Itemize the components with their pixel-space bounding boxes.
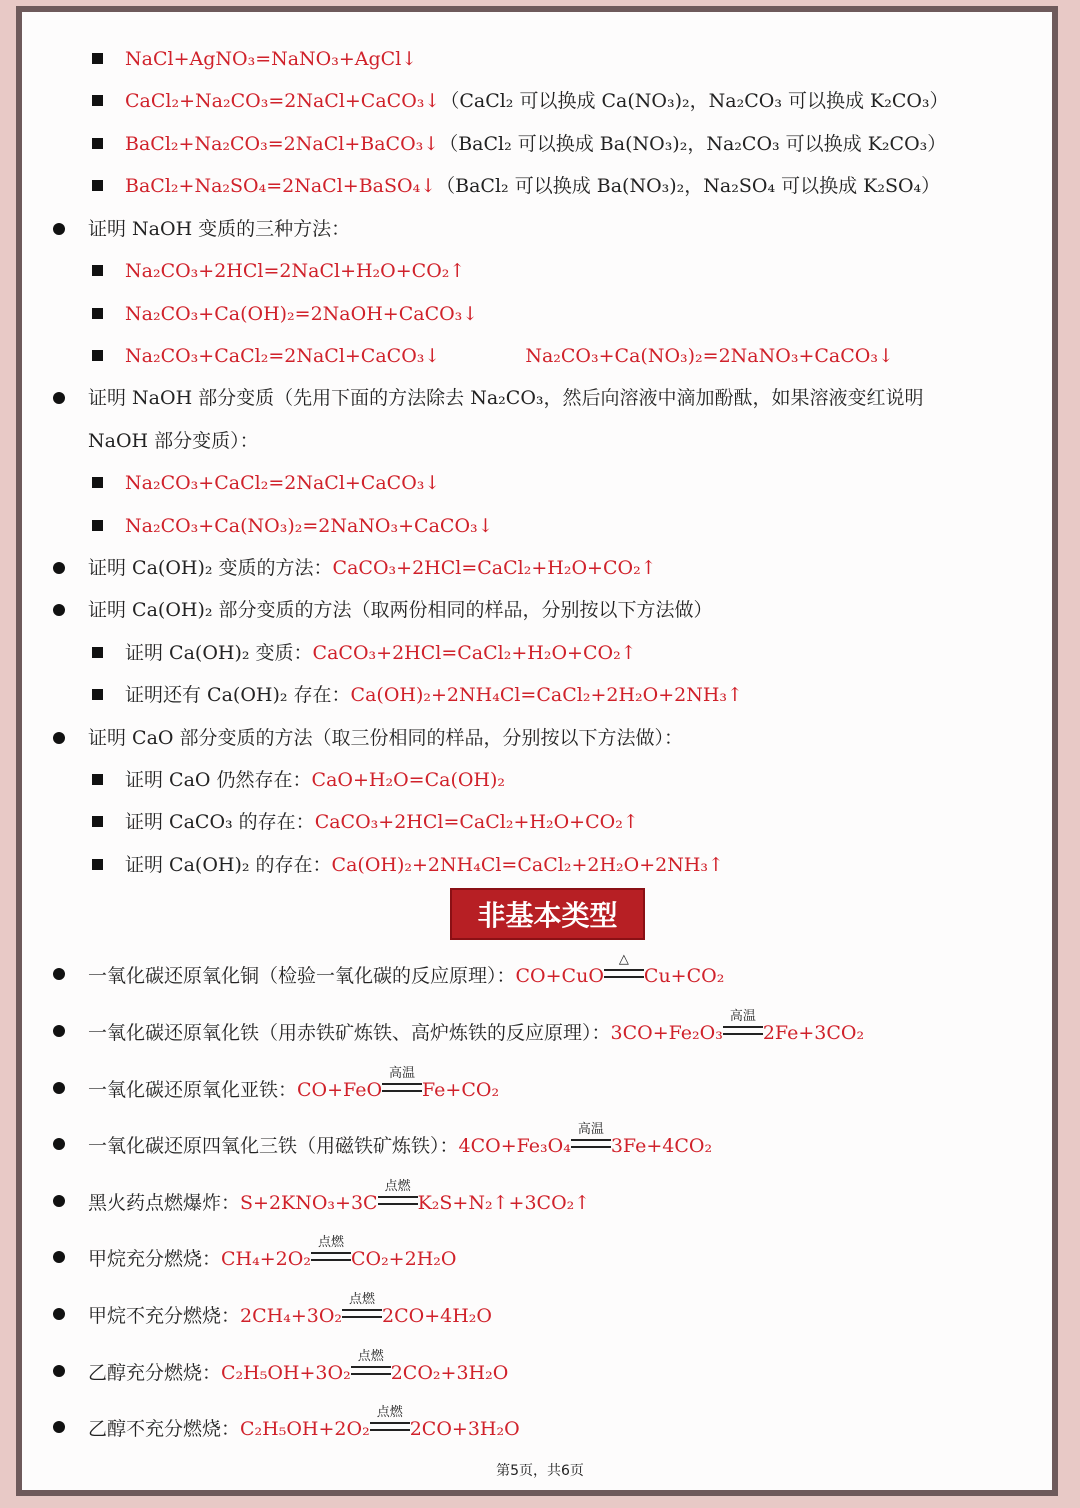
- equals-sign-icon: [351, 1366, 391, 1375]
- text-line: [125, 132, 946, 156]
- text-line: [88, 429, 259, 453]
- square-bullet-icon: [92, 647, 103, 658]
- equals-sign-icon: [370, 1422, 410, 1431]
- condition-text: △: [618, 952, 629, 967]
- equation-text: Na₂CO₃+Ca(NO₃)₂=2NaNO₃+CaCO₃↓: [125, 515, 494, 537]
- equation-text: Na₂CO₃+CaCl₂=2NaCl+CaCO₃↓: [125, 345, 441, 367]
- reaction-condition: [370, 1405, 410, 1435]
- round-bullet-icon: [53, 1025, 65, 1037]
- equation-text: CaCO₃+2HCl=CaCl₂+H₂O+CO₂↑: [312, 642, 637, 664]
- text-line: [88, 726, 683, 750]
- square-bullet-icon: [92, 308, 103, 319]
- round-bullet-icon: [53, 1138, 65, 1150]
- reaction-condition: [571, 1122, 611, 1152]
- round-bullet-icon: [53, 1421, 65, 1433]
- condition-text: 点燃: [357, 1349, 384, 1364]
- note-text: NaOH 部分变质）：: [88, 430, 259, 452]
- reaction-condition: [342, 1292, 382, 1322]
- text-line: [125, 344, 894, 368]
- reaction-line: [88, 1122, 713, 1158]
- round-bullet-icon: [53, 562, 65, 574]
- reactants-text: CO+CuO: [515, 965, 604, 987]
- equation-text: CaO+H₂O=Ca(OH)₂: [311, 769, 506, 791]
- reaction-condition: [351, 1349, 391, 1379]
- reactants-text: C₂H₅OH+3O₂: [221, 1362, 351, 1384]
- products-text: Cu+CO₂: [643, 965, 725, 987]
- reactants-text: 4CO+Fe₃O₄: [458, 1135, 571, 1157]
- note-text: （CaCl₂ 可以换成 Ca(NO₃)₂，Na₂CO₃ 可以换成 K₂CO₃）: [440, 90, 949, 112]
- products-text: 2Fe+3CO₂: [762, 1022, 865, 1044]
- equation-text: Na₂CO₃+2HCl=2NaCl+H₂O+CO₂↑: [125, 260, 466, 282]
- round-bullet-icon: [53, 1251, 65, 1263]
- reactants-text: CO+FeO: [297, 1079, 383, 1101]
- reaction-line: [88, 1349, 509, 1385]
- equation-text: Na₂CO₃+CaCl₂=2NaCl+CaCO₃↓: [125, 472, 441, 494]
- condition-text: 点燃: [384, 1179, 411, 1194]
- square-bullet-icon: [92, 53, 103, 64]
- equation-text: Na₂CO₃+Ca(OH)₂=2NaOH+CaCO₃↓: [125, 303, 479, 325]
- reaction-condition: [604, 952, 644, 982]
- page-footer: 第5页，共6页: [496, 1463, 584, 1479]
- note-text: 证明 Ca(OH)₂ 变质：: [125, 642, 313, 664]
- reaction-line: [88, 1405, 520, 1441]
- note-text: 证明 Ca(OH)₂ 变质的方法：: [88, 557, 333, 579]
- condition-text: 高温: [729, 1009, 756, 1024]
- text-line: [125, 174, 940, 198]
- products-text: 2CO+4H₂O: [382, 1305, 493, 1327]
- text-line: [88, 217, 350, 241]
- reactants-text: S+2KNO₃+3C: [240, 1192, 378, 1214]
- text-line: [125, 810, 639, 834]
- text-line: [125, 514, 494, 538]
- text-line: [125, 89, 949, 113]
- equation-text: NaCl+AgNO₃=NaNO₃+AgCl↓: [125, 48, 418, 70]
- reaction-label: 一氧化碳还原氧化亚铁：: [88, 1079, 298, 1101]
- round-bullet-icon: [53, 732, 65, 744]
- reaction-line: [88, 1009, 865, 1045]
- equation-text: BaCl₂+Na₂SO₄=2NaCl+BaSO₄↓: [125, 175, 437, 197]
- equals-sign-icon: [378, 1196, 418, 1205]
- condition-text: 点燃: [376, 1405, 403, 1420]
- equals-sign-icon: [382, 1083, 422, 1092]
- equals-sign-icon: [723, 1026, 763, 1035]
- square-bullet-icon: [92, 350, 103, 361]
- reaction-label: 黑火药点燃爆炸：: [88, 1192, 241, 1214]
- equation-text: Ca(OH)₂+2NH₄Cl=CaCl₂+2H₂O+2NH₃↑: [331, 854, 724, 876]
- reaction-label: 一氧化碳还原四氧化三铁（用磁铁矿炼铁）：: [88, 1135, 459, 1157]
- reaction-condition: [382, 1066, 422, 1096]
- equals-sign-icon: [311, 1252, 351, 1261]
- text-line: [125, 302, 478, 326]
- reaction-label: 一氧化碳还原氧化铜（检验一氧化碳的反应原理）：: [88, 965, 516, 987]
- equation-text: Ca(OH)₂+2NH₄Cl=CaCl₂+2H₂O+2NH₃↑: [350, 684, 743, 706]
- products-text: 3Fe+4CO₂: [610, 1135, 713, 1157]
- text-line: [125, 259, 465, 283]
- reaction-condition: [311, 1235, 351, 1265]
- reactants-text: 3CO+Fe₂O₃: [610, 1022, 723, 1044]
- note-text: 证明 NaOH 部分变质（先用下面的方法除去 Na₂CO₃，然后向溶液中滴加酚酞，如果溶液变红说明: [88, 387, 924, 409]
- reaction-line: [88, 1179, 591, 1215]
- note-text: 证明还有 Ca(OH)₂ 存在：: [125, 684, 351, 706]
- round-bullet-icon: [53, 968, 65, 980]
- text-line: [125, 47, 417, 71]
- square-bullet-icon: [92, 138, 103, 149]
- square-bullet-icon: [92, 689, 103, 700]
- condition-text: 高温: [577, 1122, 604, 1137]
- reactants-text: 2CH₄+3O₂: [240, 1305, 343, 1327]
- round-bullet-icon: [53, 1308, 65, 1320]
- text-line: [88, 556, 657, 580]
- section-banner: 非基本类型: [450, 888, 645, 940]
- round-bullet-icon: [53, 1195, 65, 1207]
- equals-sign-icon: [342, 1309, 382, 1318]
- reaction-condition: [378, 1179, 418, 1209]
- products-text: K₂S+N₂↑+3CO₂↑: [417, 1192, 591, 1214]
- equals-sign-icon: [571, 1139, 611, 1148]
- products-text: 2CO₂+3H₂O: [390, 1362, 509, 1384]
- round-bullet-icon: [53, 392, 65, 404]
- equals-sign-icon: [604, 969, 644, 978]
- round-bullet-icon: [53, 1365, 65, 1377]
- reaction-condition: [723, 1009, 763, 1039]
- text-line: [88, 598, 713, 622]
- text-line: [125, 641, 637, 665]
- note-text: （BaCl₂ 可以换成 Ba(NO₃)₂，Na₂CO₃ 可以换成 K₂CO₃）: [439, 133, 947, 155]
- reaction-label: 甲烷不充分燃烧：: [88, 1305, 241, 1327]
- condition-text: 点燃: [317, 1235, 344, 1250]
- reactants-text: C₂H₅OH+2O₂: [240, 1418, 370, 1440]
- round-bullet-icon: [53, 604, 65, 616]
- note-text: 证明 Ca(OH)₂ 部分变质的方法（取两份相同的样品，分别按以下方法做）: [88, 599, 713, 621]
- text-line: [125, 768, 505, 792]
- square-bullet-icon: [92, 774, 103, 785]
- text-line: [125, 853, 724, 877]
- note-text: 证明 CaCO₃ 的存在：: [125, 811, 315, 833]
- equation-text: CaCl₂+Na₂CO₃=2NaCl+CaCO₃↓: [125, 90, 441, 112]
- square-bullet-icon: [92, 265, 103, 276]
- round-bullet-icon: [53, 1082, 65, 1094]
- square-bullet-icon: [92, 859, 103, 870]
- products-text: Fe+CO₂: [422, 1079, 500, 1101]
- square-bullet-icon: [92, 520, 103, 531]
- equation-text: BaCl₂+Na₂CO₃=2NaCl+BaCO₃↓: [125, 133, 440, 155]
- equation-text: Na₂CO₃+Ca(NO₃)₂=2NaNO₃+CaCO₃↓: [525, 345, 894, 367]
- reaction-line: [88, 1066, 500, 1102]
- text-line: [125, 683, 743, 707]
- square-bullet-icon: [92, 816, 103, 827]
- square-bullet-icon: [92, 477, 103, 488]
- products-text: 2CO+3H₂O: [409, 1418, 520, 1440]
- reaction-label: 乙醇不充分燃烧：: [88, 1418, 241, 1440]
- reaction-line: [88, 1235, 457, 1271]
- reaction-line: [88, 952, 725, 988]
- reaction-label: 一氧化碳还原氧化铁（用赤铁矿炼铁、高炉炼铁的反应原理）：: [88, 1022, 611, 1044]
- note-text: 证明 CaO 部分变质的方法（取三份相同的样品，分别按以下方法做）：: [88, 727, 684, 749]
- square-bullet-icon: [92, 180, 103, 191]
- square-bullet-icon: [92, 95, 103, 106]
- products-text: CO₂+2H₂O: [350, 1248, 457, 1270]
- condition-text: 点燃: [349, 1292, 376, 1307]
- note-text: 证明 CaO 仍然存在：: [125, 769, 312, 791]
- note-text: （BaCl₂ 可以换成 Ba(NO₃)₂，Na₂SO₄ 可以换成 K₂SO₄）: [436, 175, 941, 197]
- text-line: [125, 471, 440, 495]
- reaction-line: [88, 1292, 493, 1328]
- reaction-label: 甲烷充分燃烧：: [88, 1248, 222, 1270]
- note-text: 证明 Ca(OH)₂ 的存在：: [125, 854, 332, 876]
- equation-text: CaCO₃+2HCl=CaCl₂+H₂O+CO₂↑: [332, 557, 657, 579]
- reactants-text: CH₄+2O₂: [221, 1248, 311, 1270]
- text-line: [88, 386, 924, 410]
- round-bullet-icon: [53, 223, 65, 235]
- reaction-label: 乙醇充分燃烧：: [88, 1362, 222, 1384]
- equation-text: CaCO₃+2HCl=CaCl₂+H₂O+CO₂↑: [314, 811, 639, 833]
- note-text: 证明 NaOH 变质的三种方法：: [88, 218, 351, 240]
- condition-text: 高温: [389, 1066, 416, 1081]
